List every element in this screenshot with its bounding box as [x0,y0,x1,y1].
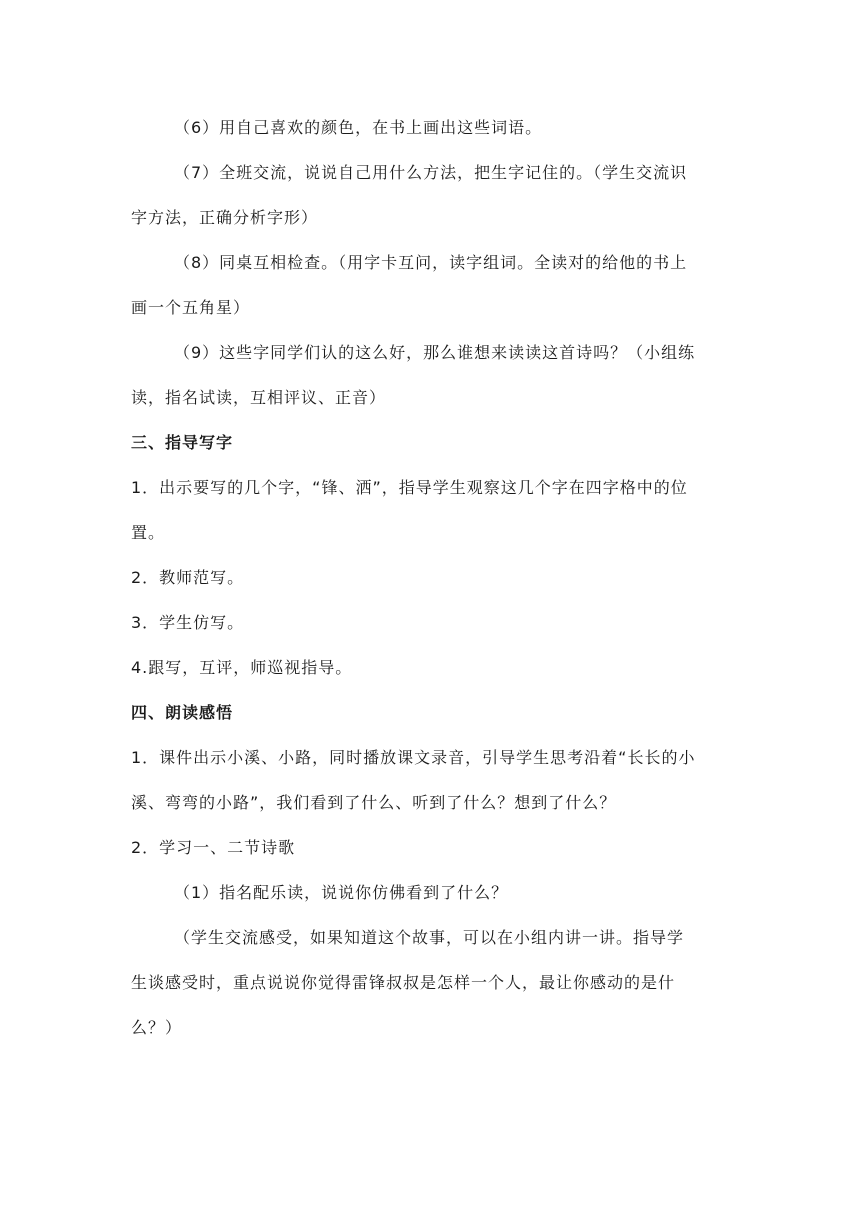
paragraph-line: 1．出示要写的几个字，“锋、洒”，指导学生观察这几个字在四字格中的位 [131,478,688,497]
section-heading: 三、指导写字 [131,433,234,452]
paragraph-line: （学生交流感受，如果知道这个故事，可以在小组内讲一讲。指导学 [174,928,685,947]
paragraph-line: 4.跟写，互评，师巡视指导。 [131,658,353,677]
paragraph-line: （9）这些字同学们认的这么好，那么谁想来读读这首诗吗？（小组练 [174,343,696,362]
paragraph-line: （8）同桌互相检查。（用字卡互问，读字组词。全读对的给他的书上 [174,253,688,272]
section-heading: 四、朗读感悟 [131,703,234,722]
paragraph-line: 2．学习一、二节诗歌 [131,838,296,857]
paragraph-line: 生谈感受时，重点说说你觉得雷锋叔叔是怎样一个人，最让你感动的是什 [131,973,676,992]
document-body [131,110,731,1055]
paragraph-line: （1）指名配乐读，说说你仿佛看到了什么？ [174,883,509,902]
paragraph-line: 画一个五角星） [131,298,251,317]
paragraph-line: 3．学生仿写。 [131,613,245,632]
paragraph-line: 2．教师范写。 [131,568,245,587]
paragraph-line: 么？） [131,1018,183,1037]
paragraph-line: 置。 [131,523,166,542]
paragraph-line: （7）全班交流，说说自己用什么方法，把生字记住的。（学生交流识 [174,163,688,182]
paragraph-line: （6）用自己喜欢的颜色，在书上画出这些词语。 [174,118,543,137]
paragraph-line: 读，指名试读，互相评议、正音） [131,388,387,407]
paragraph-line: 字方法，正确分析字形） [131,208,319,227]
paragraph-line: 溪、弯弯的小路”，我们看到了什么、听到了什么？想到了什么？ [131,793,617,812]
paragraph-line: 1．课件出示小溪、小路，同时播放课文录音，引导学生思考沿着“长长的小 [131,748,696,767]
